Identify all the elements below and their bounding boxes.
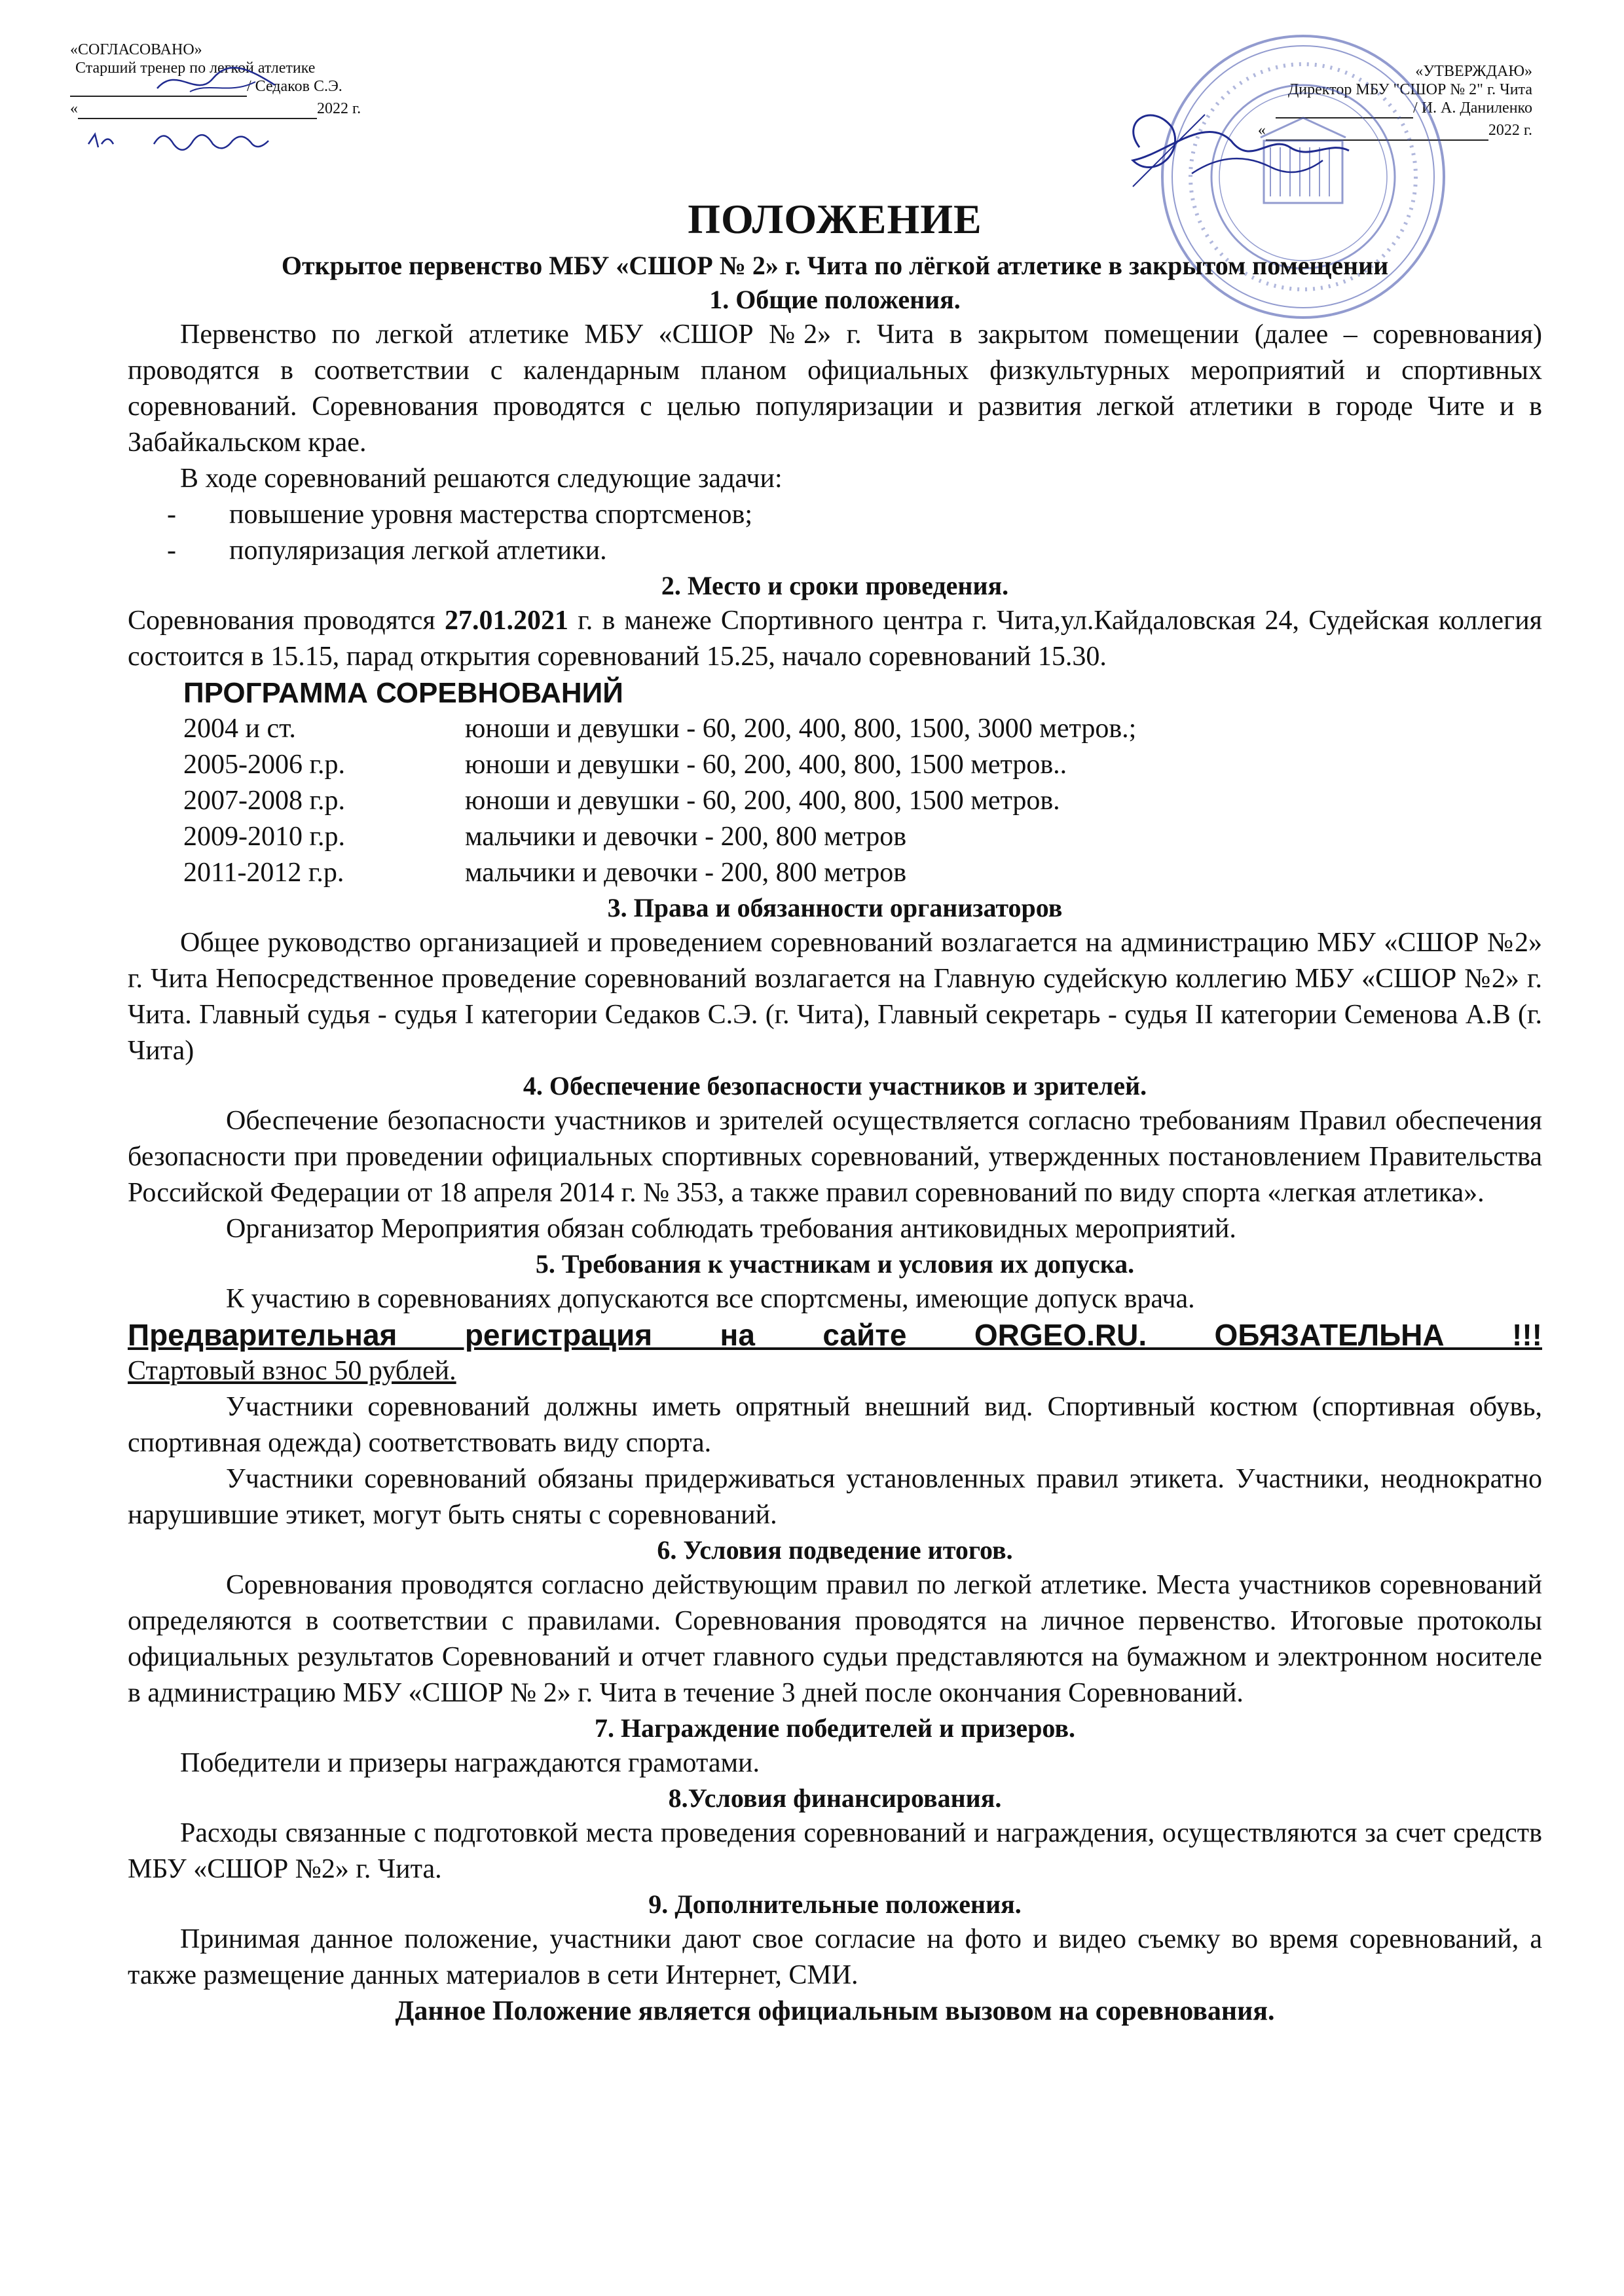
section-1-heading: 1. Общие положения.: [709, 285, 961, 314]
handwritten-signature-right: [1113, 101, 1388, 193]
date-blank: [78, 100, 317, 119]
section-7-paragraph: Победители и призеры награждаются грамотами.: [180, 1748, 760, 1778]
section-5-paragraph: К участию в соревнованиях допускаются все спортсмены, имеющие допуск врача.: [226, 1284, 1195, 1314]
list-item: - повышение уровня мастерства спортсменов;: [128, 497, 1542, 533]
program-heading: ПРОГРАММА СОРЕВНОВАНИЙ: [183, 677, 623, 709]
official-call-statement: Данное Положение является официальным вызовом на соревнования.: [395, 1996, 1275, 2026]
section-9-paragraph: Принимая данное положение, участники дают свое согласие на фото и видео съемку во время соревнований, а также размещение данных материалов в сети Интернет, СМИ.: [128, 1924, 1542, 1990]
handwritten-date-left: [75, 124, 337, 157]
approved-name: / И. А. Даниленко: [1413, 100, 1532, 117]
list-item-text: повышение уровня мастерства спортсменов;: [229, 500, 752, 530]
section-7-heading: 7. Награждение победителей и призеров.: [594, 1713, 1076, 1743]
section-4-paragraph: Обеспечение безопасности участников и зрителей осуществляется согласно требованиям Правил обеспечения безопасности при проведении официальных спортивных соревнований, утвержденных постановлением Правительства Российской Федерации от 18 апреля 2014 г. № 353, а также правил соревнований по виду спорта «легкая атлетика».: [128, 1106, 1542, 1208]
approval-position: Старший тренер по легкой атлетике: [75, 60, 316, 77]
section-1-paragraph: Первенство по легкой атлетике МБУ «СШОР №2» г. Чита в закрытом помещении (далее – соревнования) проводятся в соответствии с календарным планом официальных физкультурных мероприятий и спортивных соревнований. Соревнования проводятся с целью популяризации и развития легкой атлетики в городе Чите и в Забайкальском крае.: [128, 319, 1542, 458]
approval-year: 2022 г.: [317, 100, 361, 117]
program-years: 2007-2008 г.р.: [183, 786, 345, 816]
approval-heading: «СОГЛАСОВАНО»: [70, 41, 202, 58]
section-3-paragraph: Общее руководство организацией и проведением соревнований возлагается на администрацию МБУ «СШОР №2» г. Чита Непосредственное проведение соревнований возлагается на Главную судейскую коллегию МБУ «СШОР №2» г. Чита. Главный судья - судья I категории Седаков С.Э. (г. Чита), Главный секретарь - судья II категории Семенова А.В (г. Чита): [128, 928, 1542, 1066]
program-row: [183, 783, 1542, 819]
program-events: юноши и девушки - 60, 200, 400, 800, 1500, 3000 метров.;: [465, 714, 1137, 744]
document-subtitle: Открытое первенство МБУ «СШОР № 2» г. Чита по лёгкой атлетике в закрытом помещении: [281, 251, 1389, 280]
approval-name: / Седаков С.Э.: [247, 78, 342, 95]
s2-text-post: г. в манеже Спортивного центра г. Чита,ул.Кайдаловская 24, Судейская коллегия состоится в 15.15, парад открытия соревнований 15.25, начало соревнований 15.30.: [128, 606, 1542, 672]
document-title: ПОЛОЖЕНИЕ: [688, 196, 982, 242]
program-years: 2004 и ст.: [183, 714, 296, 744]
section-5-paragraph-3: Участники соревнований обязаны придерживаться установленных правил этикета. Участники, неоднократно нарушившие этикет, могут быть сняты с соревнований.: [128, 1464, 1542, 1530]
section-6-paragraph: Соревнования проводятся согласно действующим правил по легкой атлетике. Места участников соревнований определяются в соответствии с правилами. Соревнования проводятся на личное первенство. Итоговые протоколы официальных результатов Соревнований и отчет главного судьи представляются на бумажном и электронном носителе в администрацию МБУ «СШОР № 2» г. Чита в течение 3 дней после окончания Соревнований.: [128, 1570, 1542, 1708]
approved-heading: «УТВЕРЖДАЮ»: [1415, 63, 1532, 80]
section-1-tasks-intro: В ходе соревнований решаются следующие задачи:: [180, 464, 783, 494]
section-8-paragraph: Расходы связанные с подготовкой места проведения соревнований и награждения, осуществляются за счет средств МБУ «СШОР №2» г. Чита.: [128, 1818, 1542, 1884]
section-2-heading: 2. Место и сроки проведения.: [661, 571, 1009, 600]
program-row: [183, 747, 1542, 783]
section-4-heading: 4. Обеспечение безопасности участников и зрителей.: [523, 1071, 1147, 1101]
s2-text-pre: Соревнования проводятся: [128, 606, 445, 636]
competition-date: 27.01.2021: [444, 606, 568, 636]
entry-fee: Стартовый взнос 50 рублей.: [128, 1356, 456, 1386]
date-open-quote: «: [1257, 122, 1266, 139]
program-events: юноши и девушки - 60, 200, 400, 800, 1500 метров..: [465, 750, 1067, 780]
program-row: [183, 711, 1542, 747]
program-years: 2005-2006 г.р.: [183, 750, 345, 780]
document-body: [128, 187, 1542, 2030]
section-5-heading: 5. Требования к участникам и условия их допуска.: [535, 1249, 1135, 1279]
program-years: 2009-2010 г.р.: [183, 822, 345, 852]
approval-date-line: [70, 100, 476, 119]
section-6-heading: 6. Условия подведение итогов.: [657, 1535, 1013, 1565]
program-events: мальчики и девочки - 200, 800 метров: [465, 822, 907, 852]
program-row: [183, 819, 1542, 855]
handwritten-signature-left: [151, 62, 282, 101]
section-2-paragraph: [128, 603, 1542, 675]
registration-notice: Предварительная регистрация на сайте ORGEO.RU. ОБЯЗАТЕЛЬНА !!!: [128, 1318, 1542, 1352]
approved-year: 2022 г.: [1488, 122, 1532, 139]
approved-position: Директор МБУ "СШОР № 2" г. Чита: [1287, 81, 1532, 98]
list-item: - популяризация легкой атлетики.: [128, 533, 1542, 569]
program-events: юноши и девушки - 60, 200, 400, 800, 1500 метров.: [465, 786, 1060, 816]
list-item-text: популяризация легкой атлетики.: [229, 536, 607, 566]
section-3-heading: 3. Права и обязанности организаторов: [607, 893, 1063, 922]
section-4-paragraph-2: Организатор Мероприятия обязан соблюдать требования антиковидных мероприятий.: [226, 1214, 1236, 1244]
section-5-paragraph-2: Участники соревнований должны иметь опрятный внешний вид. Спортивный костюм (спортивная обувь, спортивная одежда) соответствовать виду спорта.: [128, 1392, 1542, 1458]
program-events: мальчики и девочки - 200, 800 метров: [465, 858, 907, 888]
date-open-quote: «: [70, 100, 78, 117]
program-years: 2011-2012 г.р.: [183, 858, 344, 888]
section-9-heading: 9. Дополнительные положения.: [648, 1889, 1022, 1919]
program-row: [183, 855, 1542, 891]
section-8-heading: 8.Условия финансирования.: [668, 1783, 1002, 1813]
